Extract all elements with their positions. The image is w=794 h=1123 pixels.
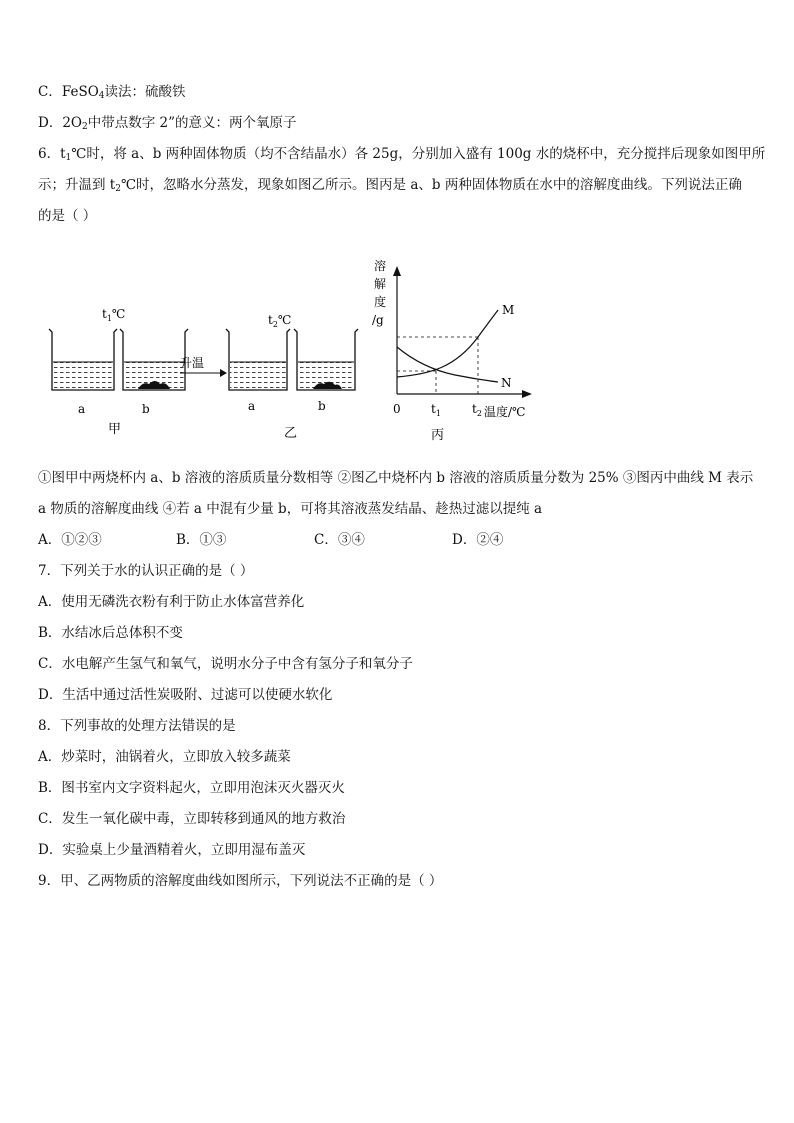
beaker-jia-b (120, 329, 188, 390)
svg-text:温度/℃: 温度/℃ (484, 405, 526, 419)
beaker-yi-b (294, 329, 358, 390)
q5-option-d: D．$2O_2$中带点数字 2”的意义：两个氧原子 (38, 115, 297, 132)
q8-option-c: C．发生一氧化碳中毒，立即转移到通风的地方救治 (38, 811, 346, 827)
svg-text:b: b (318, 399, 326, 413)
svg-text:乙: 乙 (284, 426, 298, 441)
q6-options (38, 532, 503, 548)
q8-option-d: D．实验桌上少量酒精着火，立即用湿布盖灭 (38, 842, 306, 858)
svg-text:N: N (501, 376, 512, 390)
svg-text:度: 度 (374, 295, 387, 309)
svg-text:0: 0 (393, 402, 401, 416)
svg-text:丙: 丙 (431, 428, 445, 443)
q6-option-c: C．③④ (314, 532, 365, 548)
q6-stem-line2: 示；升温到 $t_2℃$时，忽略水分蒸发，现象如图乙所示。图丙是 a、b 两种固体物质在水中的溶解度曲线。下列说法正确 (38, 177, 742, 194)
svg-text:甲: 甲 (108, 422, 122, 437)
q8-stem: 8．下列事故的处理方法错误的是 (38, 718, 236, 734)
q7-stem: 7．下列关于水的认识正确的是（ ） (38, 563, 254, 579)
q6-statements-line2: a 物质的溶解度曲线 ④若 a 中混有少量 b，可将其溶液蒸发结晶、趁热过滤以提纯 a (38, 501, 543, 517)
q6-figure (0, 250, 794, 450)
svg-text:升温: 升温 (180, 356, 205, 370)
q7-option-d: D．生活中通过活性炭吸附、过滤可以使硬水软化 (38, 687, 333, 703)
svg-text:t2: $t_2$ (472, 402, 482, 418)
q6-stem-line3: 的是（ ） (38, 208, 97, 224)
curve-m (397, 310, 498, 377)
beaker-yi-a (226, 329, 290, 390)
q9-stem: 9．甲、乙两物质的溶解度曲线如图所示，下列说法不正确的是（ ） (38, 873, 443, 889)
q8-option-b: B．图书室内文字资料起火，立即用泡沫灭火器灭火 (38, 780, 345, 796)
beaker-jia-a (49, 329, 117, 390)
svg-text:t1: $t_1$ (431, 402, 441, 418)
q7-option-a: A．使用无磷洗衣粉有利于防止水体富营养化 (38, 594, 305, 610)
svg-text:a: a (78, 402, 86, 416)
solubility-chart (372, 258, 532, 443)
q8-option-a: A．炒菜时，油锅着火，立即放入较多蔬菜 (38, 749, 291, 765)
svg-text:溶: 溶 (374, 259, 387, 273)
q7-option-c: C．水电解产生氢气和氧气，说明水分子中含有氢分子和氧分子 (38, 656, 413, 672)
svg-text:解: 解 (374, 277, 387, 291)
q6-option-b: B．①③ (176, 532, 227, 548)
svg-text:M: M (502, 303, 515, 317)
svg-text:b: b (142, 402, 150, 416)
q6-stem-line1: 6．$t_1℃$时，将 a、b 两种固体物质（均不含结晶水）各 25g，分别加入盛有 100g 水的烧杯中，充分搅拌后现象如图甲所 (38, 146, 766, 163)
q5-option-c: C．FeSO$_4$读法：硫酸铁 (38, 84, 186, 101)
q7-option-b: B．水结冰后总体积不变 (38, 625, 183, 641)
svg-text:a: a (248, 399, 256, 413)
svg-text:t2℃: $t_2℃$ (268, 313, 292, 329)
q6-statements-line1: ①图甲中两烧杯内 a、b 溶液的溶质质量分数相等 ②图乙中烧杯内 b 溶液的溶质质量分数为 25% ③图丙中曲线 M 表示 (38, 470, 754, 486)
svg-text:/g: /g (372, 313, 384, 327)
q6-option-a: A．①②③ (38, 532, 102, 548)
q6-option-d: D．②④ (452, 532, 504, 548)
svg-text:t1℃: $t_1℃$ (102, 307, 126, 323)
